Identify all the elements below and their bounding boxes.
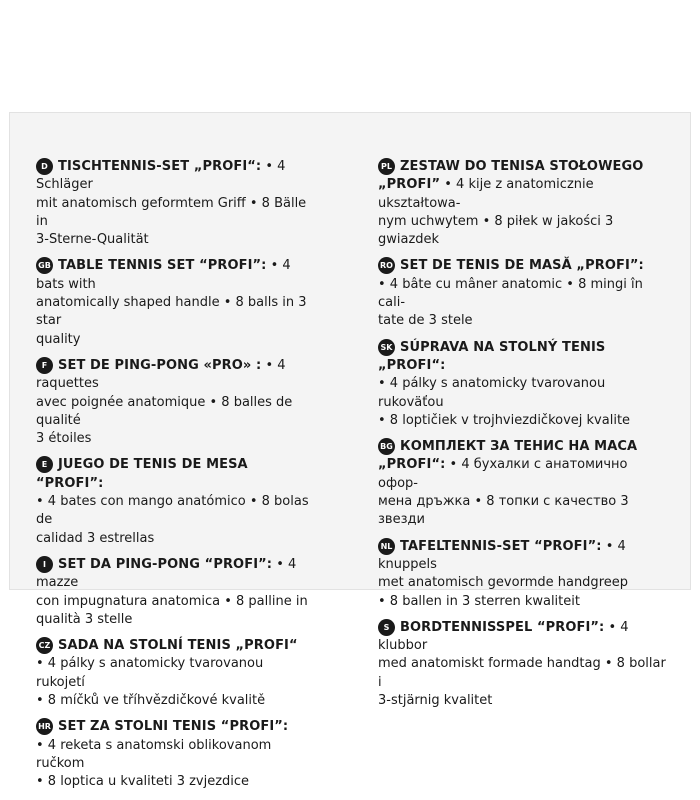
- entry-text-de: • 4 Schläger: [36, 159, 286, 193]
- country-badge-hr: HR: [36, 718, 53, 735]
- entry-line: 3-Sterne-Qualität: [36, 232, 149, 248]
- entry-line: мена дръжка • 8 топки с качество 3 звезди: [378, 494, 629, 528]
- entry-title-hr: SET ZA STOLNI TENIS “PROFI”:: [58, 719, 289, 735]
- entry-de: [36, 158, 314, 249]
- entry-text-fr: • 4 raquettes: [36, 357, 286, 392]
- entry-line: • 8 míčků ve tříhvězdičkové kvalitě: [36, 693, 266, 709]
- entry-title-bg-cont: „PROFI“:: [378, 457, 446, 473]
- country-badge-bg: BG: [378, 438, 395, 455]
- country-badge-de: D: [36, 158, 53, 175]
- entry-line: con impugnatura anatomica • 8 palline in: [36, 593, 308, 609]
- entry-line: • 4 bâte cu mâner anatomic • 8 mingi în cali-: [378, 276, 643, 311]
- entry-line: • 8 loptica u kvaliteti 3 zvjezdice: [36, 774, 250, 790]
- right-column: [378, 158, 668, 718]
- entry-gb: [36, 257, 314, 348]
- entry-sk: [378, 339, 668, 430]
- entry-text-pl: • 4 kije z anatomicznie ukształtowa-: [378, 177, 594, 211]
- entry-line: calidad 3 estrellas: [36, 530, 155, 546]
- entry-title-fr: SET DE PING-PONG «PRO» :: [58, 357, 262, 373]
- entry-text-nl: • 4 knuppels: [378, 538, 626, 572]
- country-badge-ro: RO: [378, 257, 395, 274]
- entry-text-gb: • 4 bats with: [36, 258, 291, 292]
- country-badge-gb: GB: [36, 257, 53, 274]
- entry-line: avec poignée anatomique • 8 balles de qualité: [36, 394, 293, 428]
- entry-line: • 4 bates con mango anatómico • 8 bolas de: [36, 494, 309, 528]
- left-column: [36, 158, 314, 800]
- entry-es: [36, 456, 314, 547]
- entry-cz: [36, 637, 314, 710]
- entry-title-pl: ZESTAW DO TENISA STOŁOWEGO: [400, 159, 644, 174]
- entry-line: 3 étoiles: [36, 431, 92, 447]
- entry-title-sk: SÚPRAVA NA STOLNÝ TENIS „PROFI“:: [378, 339, 606, 373]
- entry-title-es: JUEGO DE TENIS DE MESA “PROFI”:: [36, 457, 248, 491]
- entry-line: • 8 ballen in 3 sterren kwaliteit: [378, 593, 580, 609]
- entry-line: nym uchwytem • 8 piłek w jakości 3 gwiazdek: [378, 213, 614, 248]
- entry-text-se: • 4 klubbor: [378, 619, 629, 654]
- entry-title-cz: SADA NA STOLNÍ TENIS „PROFI“: [58, 638, 298, 654]
- entry-line: 3-stjärnig kvalitet: [378, 693, 493, 709]
- entry-title-gb: TABLE TENNIS SET “PROFI”:: [58, 258, 267, 274]
- country-badge-sk: SK: [378, 339, 395, 356]
- country-badge-es: E: [36, 456, 53, 473]
- entry-hr: [36, 718, 314, 791]
- entry-line: • 4 pálky s anatomicky tvarovanou rukoväťou: [378, 376, 606, 410]
- entry-fr: [36, 357, 314, 448]
- entry-line: med anatomiskt formade handtag • 8 bollar i: [378, 656, 666, 690]
- entry-line: • 4 pálky s anatomicky tvarovanou rukojetí: [36, 656, 264, 690]
- entry-nl: [378, 538, 668, 611]
- instruction-card: [9, 112, 691, 790]
- country-badge-nl: NL: [378, 538, 395, 555]
- country-badge-pl: PL: [378, 158, 395, 175]
- entry-bg: [378, 438, 668, 529]
- country-badge-it: I: [36, 556, 53, 573]
- entry-title-se: BORDTENNISSPEL “PROFI”:: [400, 619, 605, 635]
- entry-line: qualità 3 stelle: [36, 611, 133, 627]
- entry-line: anatomically shaped handle • 8 balls in 3 star: [36, 295, 307, 329]
- entry-se: [378, 619, 668, 710]
- entry-line: • 8 loptičiek v trojhviezdičkovej kvalite: [378, 412, 631, 428]
- entry-title-bg: КОМПЛЕКТ ЗА ТЕНИС НА МАСА: [400, 439, 638, 455]
- country-badge-fr: F: [36, 357, 53, 374]
- entry-line: mit anatomisch geformtem Griff • 8 Bälle in: [36, 195, 307, 229]
- entry-it: [36, 556, 314, 629]
- entry-title-nl: TAFELTENNIS-SET “PROFI”:: [400, 538, 602, 554]
- entry-title-it: SET DA PING-PONG “PROFI”:: [58, 556, 273, 572]
- entry-line: quality: [36, 331, 81, 347]
- country-badge-se: S: [378, 619, 395, 636]
- entry-line-wrap: [378, 176, 668, 213]
- entry-text-bg: • 4 бухалки с анатомично офор-: [378, 457, 628, 491]
- entry-title-ro: SET DE TENIS DE MASĂ „PROFI”:: [400, 258, 644, 274]
- country-badge-cz: CZ: [36, 637, 53, 654]
- entry-title-de: TISCHTENNIS-SET „PROFI“:: [58, 159, 262, 174]
- entry-line: met anatomisch gevormde handgreep: [378, 575, 628, 591]
- entry-line: tate de 3 stele: [378, 313, 473, 329]
- entry-title-pl-cont: „PROFI”: [378, 177, 441, 193]
- entry-text-it: • 4 mazze: [36, 556, 297, 591]
- entry-line-wrap: [378, 456, 668, 493]
- entry-line: • 4 reketa s anatomski oblikovanom ručkom: [36, 737, 272, 771]
- entry-ro: [378, 257, 668, 330]
- entry-pl: [378, 158, 668, 249]
